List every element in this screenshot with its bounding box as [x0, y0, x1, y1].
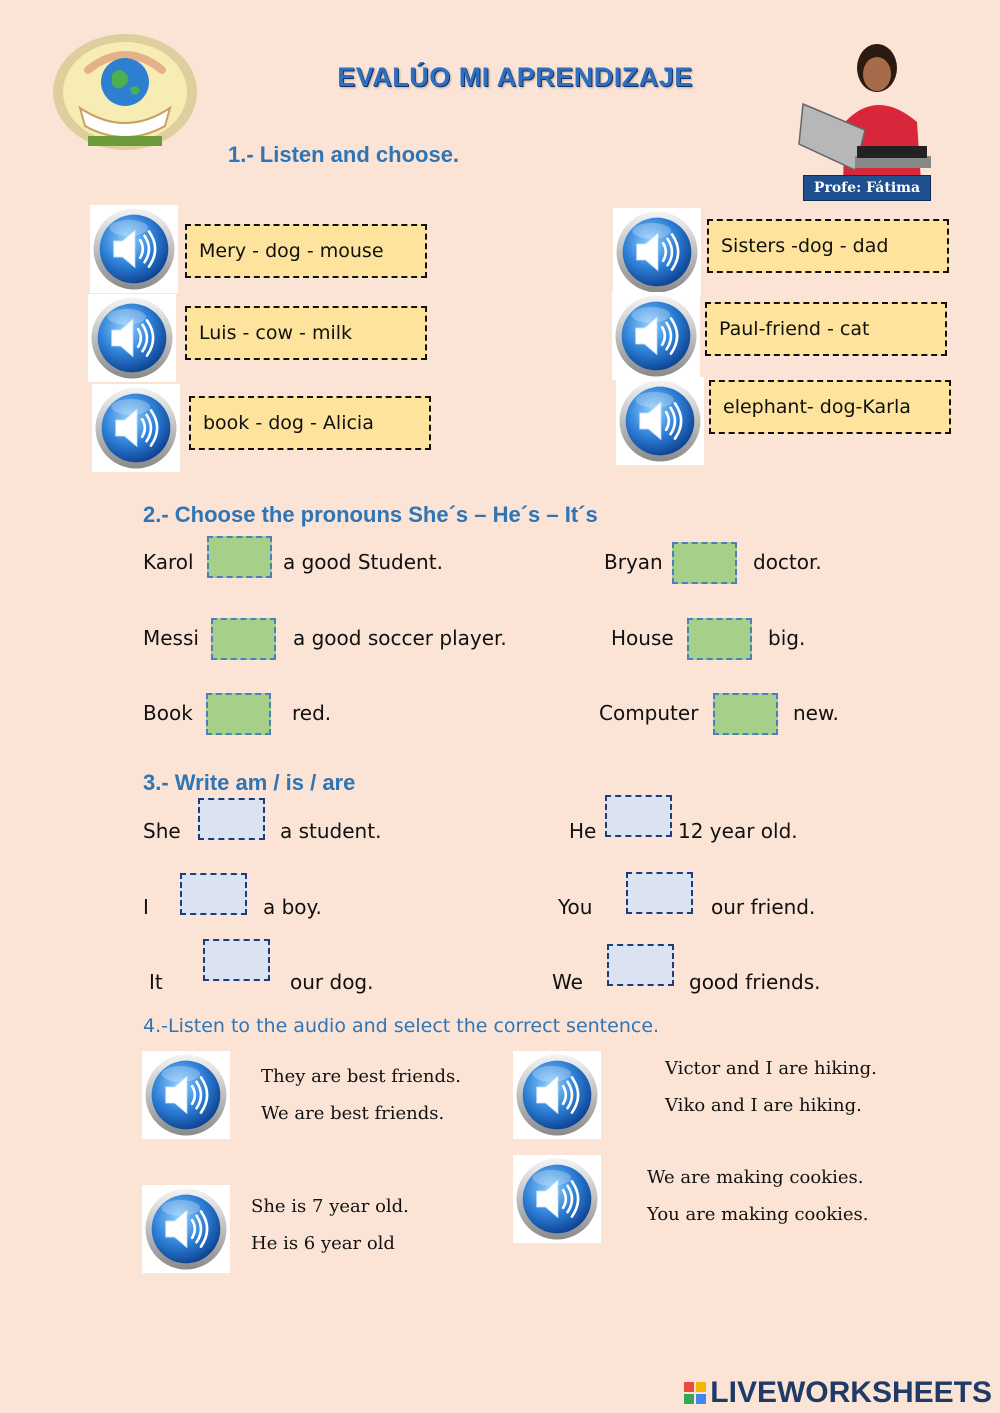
- speaker-icon[interactable]: [88, 294, 176, 382]
- speaker-icon[interactable]: [613, 208, 701, 296]
- liveworksheets-icon: [684, 1382, 706, 1404]
- sentence-option[interactable]: We are making cookies.: [647, 1167, 864, 1188]
- sentence-start: Book: [143, 701, 193, 725]
- answer-box[interactable]: [206, 693, 271, 735]
- sentence-end: a boy.: [263, 895, 322, 919]
- sentence-end: good friends.: [689, 970, 821, 994]
- sentence-start: She: [143, 819, 181, 843]
- sentence-option[interactable]: Victor and I are hiking.: [665, 1058, 877, 1079]
- answer-box[interactable]: [207, 536, 272, 578]
- speaker-icon[interactable]: [513, 1155, 601, 1243]
- sentence-option[interactable]: They are best friends.: [261, 1066, 461, 1087]
- sentence-end: a good Student.: [283, 550, 443, 574]
- sentence-start: Karol: [143, 550, 194, 574]
- option-box[interactable]: Mery - dog - mouse: [185, 224, 427, 278]
- teacher-badge: Profe: Fátima: [803, 175, 931, 201]
- sentence-start: Bryan: [604, 550, 663, 574]
- page-title: EVALÚO MI APRENDIZAJE: [337, 62, 693, 92]
- brand-label: LIVEWORKSHEETS: [710, 1376, 992, 1409]
- answer-box[interactable]: [687, 618, 752, 660]
- sentence-option[interactable]: You are making cookies.: [647, 1204, 869, 1225]
- speaker-icon[interactable]: [513, 1051, 601, 1139]
- answer-box[interactable]: [203, 939, 270, 981]
- section4-heading: 4.-Listen to the audio and select the correct sentence.: [143, 1015, 660, 1037]
- sentence-option[interactable]: She is 7 year old.: [251, 1196, 409, 1217]
- answer-box[interactable]: [198, 798, 265, 840]
- option-box[interactable]: Luis - cow - milk: [185, 306, 427, 360]
- liveworksheets-logo: [684, 1376, 992, 1410]
- answer-box[interactable]: [672, 542, 737, 584]
- section2-heading: 2.- Choose the pronouns She´s – He´s – It´s: [143, 502, 598, 527]
- speaker-icon[interactable]: [616, 377, 704, 465]
- sentence-start: House: [611, 626, 674, 650]
- teacher-photo: [797, 38, 937, 200]
- answer-box[interactable]: [211, 618, 276, 660]
- sentence-option[interactable]: Viko and I are hiking.: [665, 1095, 862, 1116]
- sentence-start: It: [149, 970, 163, 994]
- sentence-start: He: [569, 819, 597, 843]
- answer-box[interactable]: [713, 693, 778, 735]
- sentence-start: Messi: [143, 626, 199, 650]
- sentence-start: We: [552, 970, 583, 994]
- sentence-end: 12 year old.: [678, 819, 798, 843]
- sentence-start: I: [143, 895, 149, 919]
- speaker-icon[interactable]: [92, 384, 180, 472]
- sentence-end: new.: [793, 701, 839, 725]
- sentence-start: You: [558, 895, 593, 919]
- section3-heading: 3.- Write am / is / are: [143, 770, 356, 795]
- answer-box[interactable]: [626, 872, 693, 914]
- speaker-icon[interactable]: [90, 205, 178, 293]
- sentence-end: our dog.: [290, 970, 374, 994]
- sentence-option[interactable]: We are best friends.: [261, 1103, 445, 1124]
- sentence-end: big.: [768, 626, 806, 650]
- answer-box[interactable]: [180, 873, 247, 915]
- sentence-end: red.: [292, 701, 332, 725]
- answer-box[interactable]: [607, 944, 674, 986]
- sentence-end: a student.: [280, 819, 382, 843]
- answer-box[interactable]: [605, 795, 672, 837]
- sentence-option[interactable]: He is 6 year old: [251, 1233, 395, 1254]
- section1-heading: 1.- Listen and choose.: [228, 142, 460, 167]
- speaker-icon[interactable]: [142, 1185, 230, 1273]
- sentence-end: our friend.: [711, 895, 816, 919]
- option-box[interactable]: Sisters -dog - dad: [707, 219, 949, 273]
- sentence-end: doctor.: [753, 550, 822, 574]
- option-box[interactable]: Paul-friend - cat: [705, 302, 947, 356]
- option-box[interactable]: elephant- dog-Karla: [709, 380, 951, 434]
- sentence-end: a good soccer player.: [293, 626, 507, 650]
- speaker-icon[interactable]: [612, 292, 700, 380]
- sentence-start: Computer: [599, 701, 699, 725]
- speaker-icon[interactable]: [142, 1051, 230, 1139]
- option-box[interactable]: book - dog - Alicia: [189, 396, 431, 450]
